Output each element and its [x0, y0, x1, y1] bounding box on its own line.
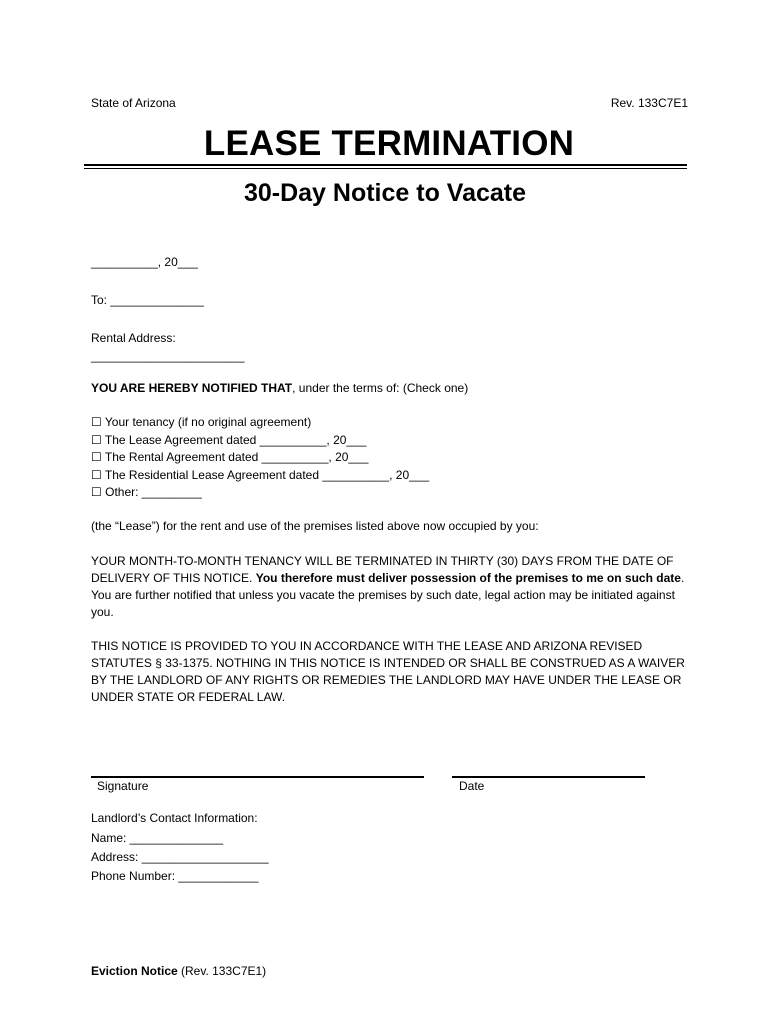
rental-address-blank: _______________________	[91, 349, 245, 363]
state-label: State of Arizona	[91, 96, 176, 110]
date-signature-line[interactable]	[452, 776, 645, 778]
checkbox-label: The Rental Agreement dated __________, 20___	[104, 450, 369, 464]
revision-label: Rev. 133C7E1	[610, 96, 688, 110]
checkbox-tenancy[interactable]	[91, 414, 429, 432]
checkbox-lease-agreement[interactable]	[91, 432, 429, 450]
termination-paragraph	[91, 553, 686, 621]
footer-bold: Eviction Notice	[91, 964, 178, 978]
title-rule-thin	[84, 168, 687, 169]
date-line: __________, 20___	[91, 255, 198, 269]
document-subtitle: 30-Day Notice to Vacate	[243, 179, 527, 207]
lease-sentence: (the “Lease”) for the rent and use of the premises listed above now occupied by you:	[91, 519, 539, 533]
checkbox-icon[interactable]: ☐	[91, 467, 102, 482]
checkbox-icon[interactable]: ☐	[91, 432, 102, 447]
contact-name: Name: ______________	[91, 831, 224, 845]
checkbox-label: The Residential Lease Agreement dated __________, 20___	[104, 467, 430, 482]
notice-line	[91, 380, 468, 397]
notice-rest: , under the terms of: (Check one)	[292, 381, 469, 395]
checkbox-residential-lease[interactable]	[91, 467, 429, 485]
document-title: LEASE TERMINATION	[203, 124, 575, 163]
termination-text-2: . You are further notified that unless you vacate the premises by such date, legal action may be initiated against you.	[91, 571, 685, 619]
signature-label: Signature	[97, 779, 149, 793]
checkbox-label: Other: _________	[105, 485, 202, 499]
termination-text-1: YOUR MONTH-TO-MONTH TENANCY WILL BE TERMINATED IN THIRTY (30) DAYS FROM THE DATE OF DELIVERY OF THIS NOTICE.	[91, 554, 674, 585]
contact-heading: Landlord’s Contact Information:	[91, 811, 258, 825]
checkbox-icon[interactable]: ☐	[91, 485, 102, 499]
date-label: Date	[459, 779, 485, 793]
footer	[91, 963, 266, 980]
title-rule-thick	[84, 164, 687, 166]
rental-address-label: Rental Address:	[91, 331, 176, 345]
checkbox-label: Your tenancy (if no original agreement)	[104, 415, 312, 429]
checkbox-list	[91, 414, 429, 502]
contact-phone: Phone Number: ____________	[91, 869, 259, 883]
contact-address: Address: ___________________	[91, 850, 269, 864]
checkbox-icon[interactable]: ☐	[91, 450, 102, 464]
termination-bold: You therefore must deliver possession of the premises to me on such date	[255, 571, 681, 585]
checkbox-other[interactable]	[91, 484, 429, 502]
signature-line[interactable]	[91, 776, 424, 778]
checkbox-label: The Lease Agreement dated __________, 20___	[104, 432, 367, 447]
to-line: To: ______________	[91, 293, 204, 307]
statute-paragraph: THIS NOTICE IS PROVIDED TO YOU IN ACCORDANCE WITH THE LEASE AND ARIZONA REVISED STATUTES § 33-1375. NOTHING IN THIS NOTICE IS INTENDED OR SHALL BE CONSTRUED AS A WAIVER BY THE LANDLORD OF ANY RIGHTS OR REMEDIES THE LANDLORD MAY HAVE UNDER THE LEASE OR UNDER STATE OR FEDERAL LAW.	[91, 639, 685, 704]
footer-rest: (Rev. 133C7E1)	[177, 964, 267, 978]
checkbox-rental-agreement[interactable]	[91, 449, 429, 467]
checkbox-icon[interactable]: ☐	[91, 415, 102, 429]
notice-bold: YOU ARE HEREBY NOTIFIED THAT	[91, 381, 293, 395]
